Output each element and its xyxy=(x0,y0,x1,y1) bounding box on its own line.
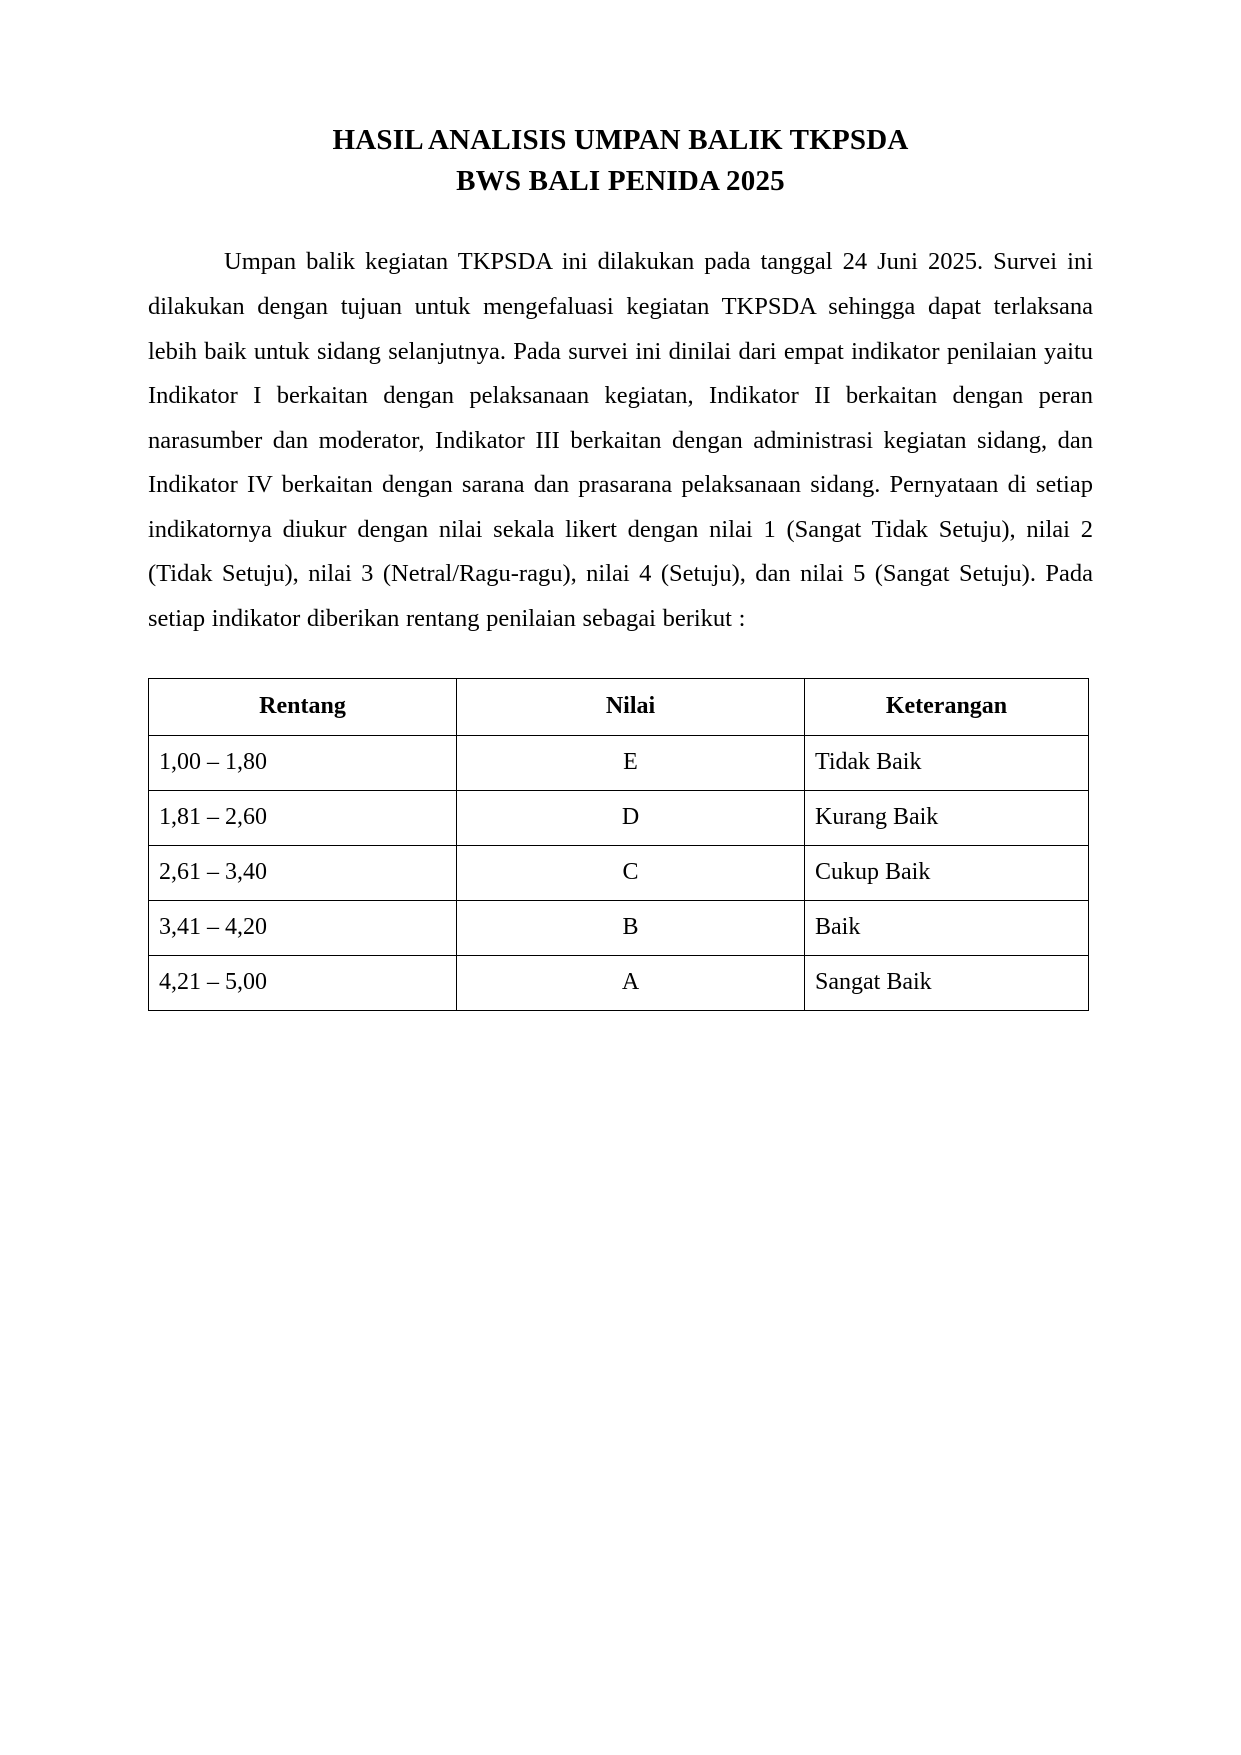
cell-keterangan: Sangat Baik xyxy=(805,955,1089,1010)
cell-keterangan: Tidak Baik xyxy=(805,735,1089,790)
cell-nilai: C xyxy=(457,845,805,900)
column-header-keterangan: Keterangan xyxy=(805,678,1089,735)
table-row xyxy=(149,790,1089,845)
column-header-rentang: Rentang xyxy=(149,678,457,735)
table-row xyxy=(149,955,1089,1010)
cell-rentang: 2,61 – 3,40 xyxy=(149,845,457,900)
column-header-nilai: Nilai xyxy=(457,678,805,735)
cell-nilai: E xyxy=(457,735,805,790)
rating-scale-table xyxy=(148,678,1089,1011)
cell-rentang: 1,00 – 1,80 xyxy=(149,735,457,790)
cell-rentang: 1,81 – 2,60 xyxy=(149,790,457,845)
page-title xyxy=(148,120,1093,202)
cell-keterangan: Baik xyxy=(805,900,1089,955)
table-row xyxy=(149,845,1089,900)
page-title-line-2: BWS BALI PENIDA 2025 xyxy=(456,165,785,198)
table-row xyxy=(149,900,1089,955)
cell-nilai: B xyxy=(457,900,805,955)
cell-keterangan: Kurang Baik xyxy=(805,790,1089,845)
cell-rentang: 3,41 – 4,20 xyxy=(149,900,457,955)
cell-nilai: D xyxy=(457,790,805,845)
cell-nilai: A xyxy=(457,955,805,1010)
cell-keterangan: Cukup Baik xyxy=(805,845,1089,900)
page-title-line-1: HASIL ANALISIS UMPAN BALIK TKPSDA xyxy=(332,124,909,156)
table-header-row xyxy=(149,678,1089,735)
table-row xyxy=(149,735,1089,790)
intro-paragraph: Umpan balik kegiatan TKPSDA ini dilakukan pada tanggal 24 Juni 2025. Survei ini dilakukan dengan tujuan untuk mengefaluasi kegiatan TKPSDA sehingga dapat terlaksana lebih baik untuk sidang selanjutnya. Pada survei ini dinilai dari empat indikator penilaian yaitu Indikator I berkaitan dengan pelaksanaan kegiatan, Indikator II berkaitan dengan peran narasumber dan moderator, Indikator III berkaitan dengan administrasi kegiatan sidang, dan Indikator IV berkaitan dengan sarana dan prasarana pelaksanaan sidang. Pernyataan di setiap indikatornya diukur dengan nilai sekala likert dengan nilai 1 (Sangat Tidak Setuju), nilai 2 (Tidak Setuju), nilai 3 (Netral/Ragu-ragu), nilai 4 (Setuju), dan nilai 5 (Sangat Setuju). Pada setiap indikator diberikan rentang penilaian sebagai berikut : xyxy=(148,248,1093,632)
cell-rentang: 4,21 – 5,00 xyxy=(149,955,457,1010)
